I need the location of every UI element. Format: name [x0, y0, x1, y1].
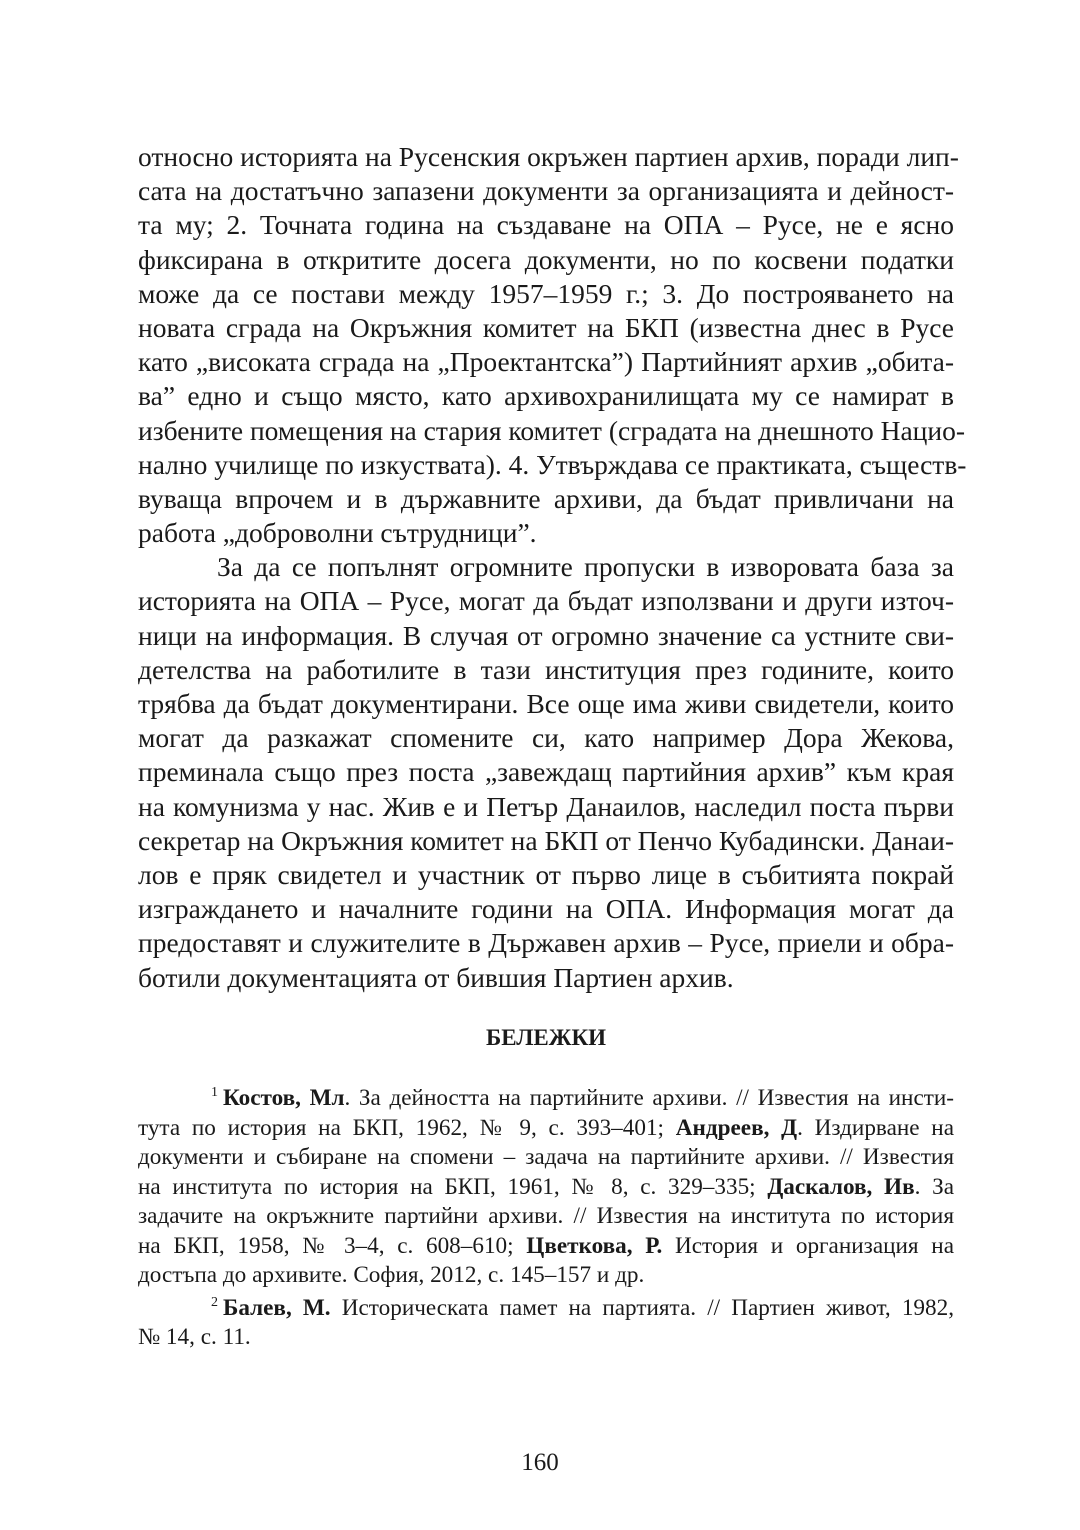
- text-line: ботили документацията от бившия Партиен архив.: [138, 961, 734, 993]
- text-line: ва” едно и също място, като архивохранилищата му се намират в: [138, 380, 954, 412]
- footnote-line: [138, 1232, 954, 1262]
- footnote-2: [138, 1294, 954, 1353]
- text-line: избените помещения на стария комитет (сградата на днешното Нацио-: [138, 414, 966, 446]
- text-line: може да се постави между 1957–1959 г.; 3. До построяването на: [138, 277, 954, 309]
- text-line: За да се попълнят огромните пропуски в изворовата база за: [217, 551, 954, 583]
- footnote-number: 2: [211, 1294, 218, 1310]
- author-name: Андреев, Д: [675, 1114, 798, 1141]
- text-line: предоставят и служителите в Държавен архив – Русе, приели и обра-: [138, 927, 954, 959]
- paragraph-2: [138, 550, 954, 994]
- text-line: секретар на Окръжния комитет на БКП от Пенчо Кубадински. Данаи-: [138, 824, 954, 856]
- text-line: фиксирана в откритите досега документи, но по косвени податки: [138, 243, 954, 275]
- footnote-line: достъпа до архивите. София, 2012, с. 145–157 и др.: [138, 1262, 645, 1288]
- footnote-line: № 14, с. 11.: [138, 1324, 251, 1350]
- text-line: историята на ОПА – Русе, могат да бъдат използвани и други източ-: [138, 585, 954, 617]
- footnote-line: [138, 1114, 954, 1144]
- footnote-text: на БКП, 1958, № 3–4, с. 608–610;: [138, 1232, 514, 1259]
- notes-heading: БЕЛЕЖКИ: [485, 1025, 607, 1050]
- main-text: [138, 140, 967, 995]
- text-line: вуваща впрочем и в държавните архиви, да бъдат привличани на: [138, 482, 954, 514]
- author-name: Балев, М.: [223, 1294, 331, 1321]
- text-line: лов е пряк свидетел и участник от първо лице в събитията покрай: [138, 858, 954, 890]
- footnote-text: . Издирване на: [797, 1114, 955, 1141]
- footnote-line: [138, 1173, 954, 1203]
- text-line: сата на достатъчно запазени документи за организацията и дейност-: [138, 175, 954, 207]
- footnotes: [138, 1084, 954, 1353]
- author-name: Костов, Мл: [223, 1085, 345, 1111]
- text-line: преминала също през поста „завеждащ партийния архив” към края: [138, 756, 954, 788]
- author-name: Даскалов, Ив: [767, 1173, 915, 1200]
- footnote-text: на института по история на БКП, 1961, № 8, с. 329–335;: [138, 1173, 756, 1200]
- text-line: та му; 2. Точната година на създаване на ОПА – Русе, не е ясно: [138, 209, 954, 241]
- text-line: относно историята на Русенския окръжен партиен архив, поради лип-: [138, 141, 959, 172]
- text-line: новата сграда на Окръжния комитет на БКП (известна днес в Русе: [138, 311, 954, 343]
- author-name: Цветкова, Р.: [526, 1232, 663, 1259]
- text-line: работа „доброволни сътрудници”.: [138, 517, 537, 549]
- footnote-text: . За: [914, 1173, 955, 1200]
- text-line: на комунизма у нас. Жив е и Петър Данаилов, наследил поста първи: [138, 790, 954, 822]
- footnote-line: [138, 1294, 954, 1324]
- footnote-text: Историческата памет на партията. // Партиен живот, 1982,: [341, 1294, 954, 1321]
- text-line: изграждането и началните години на ОПА. Информация могат да: [138, 893, 954, 925]
- text-line: нално училище по изкуствата). 4. Утвърждава се практиката, съществ-: [138, 448, 967, 480]
- paragraph-1: [138, 140, 967, 550]
- footnote-1: [138, 1084, 954, 1291]
- footnote-text: тута по история на БКП, 1962, № 9, с. 393–401;: [138, 1114, 664, 1141]
- text-line: детелства на работилите в тази институция през годините, които: [138, 653, 954, 685]
- footnote-line: документи и събиране на спомени – задача на партийните архиви. // Известия: [138, 1144, 954, 1170]
- text-line: трябва да бъдат документирани. Все още има живи свидетели, които: [138, 688, 954, 719]
- footnote-text: История и организация на: [674, 1232, 954, 1259]
- text-line: като „високата сграда на „Проектантска”) Партийният архив „обита-: [138, 346, 954, 378]
- text-line: могат да разкажат спомените си, като например Дора Жекова,: [138, 722, 954, 754]
- page-number: 160: [521, 1449, 559, 1476]
- footnote-line: [138, 1084, 954, 1114]
- text-line: ници на информация. В случая от огромно значение са устните сви-: [138, 619, 954, 651]
- footnote-number: 1: [211, 1085, 218, 1100]
- footnote-text: . За дейността на партийните архиви. // Известия на инсти-: [344, 1085, 954, 1111]
- footnote-line: задачите на окръжните партийни архиви. // Известия на института по история: [138, 1203, 954, 1229]
